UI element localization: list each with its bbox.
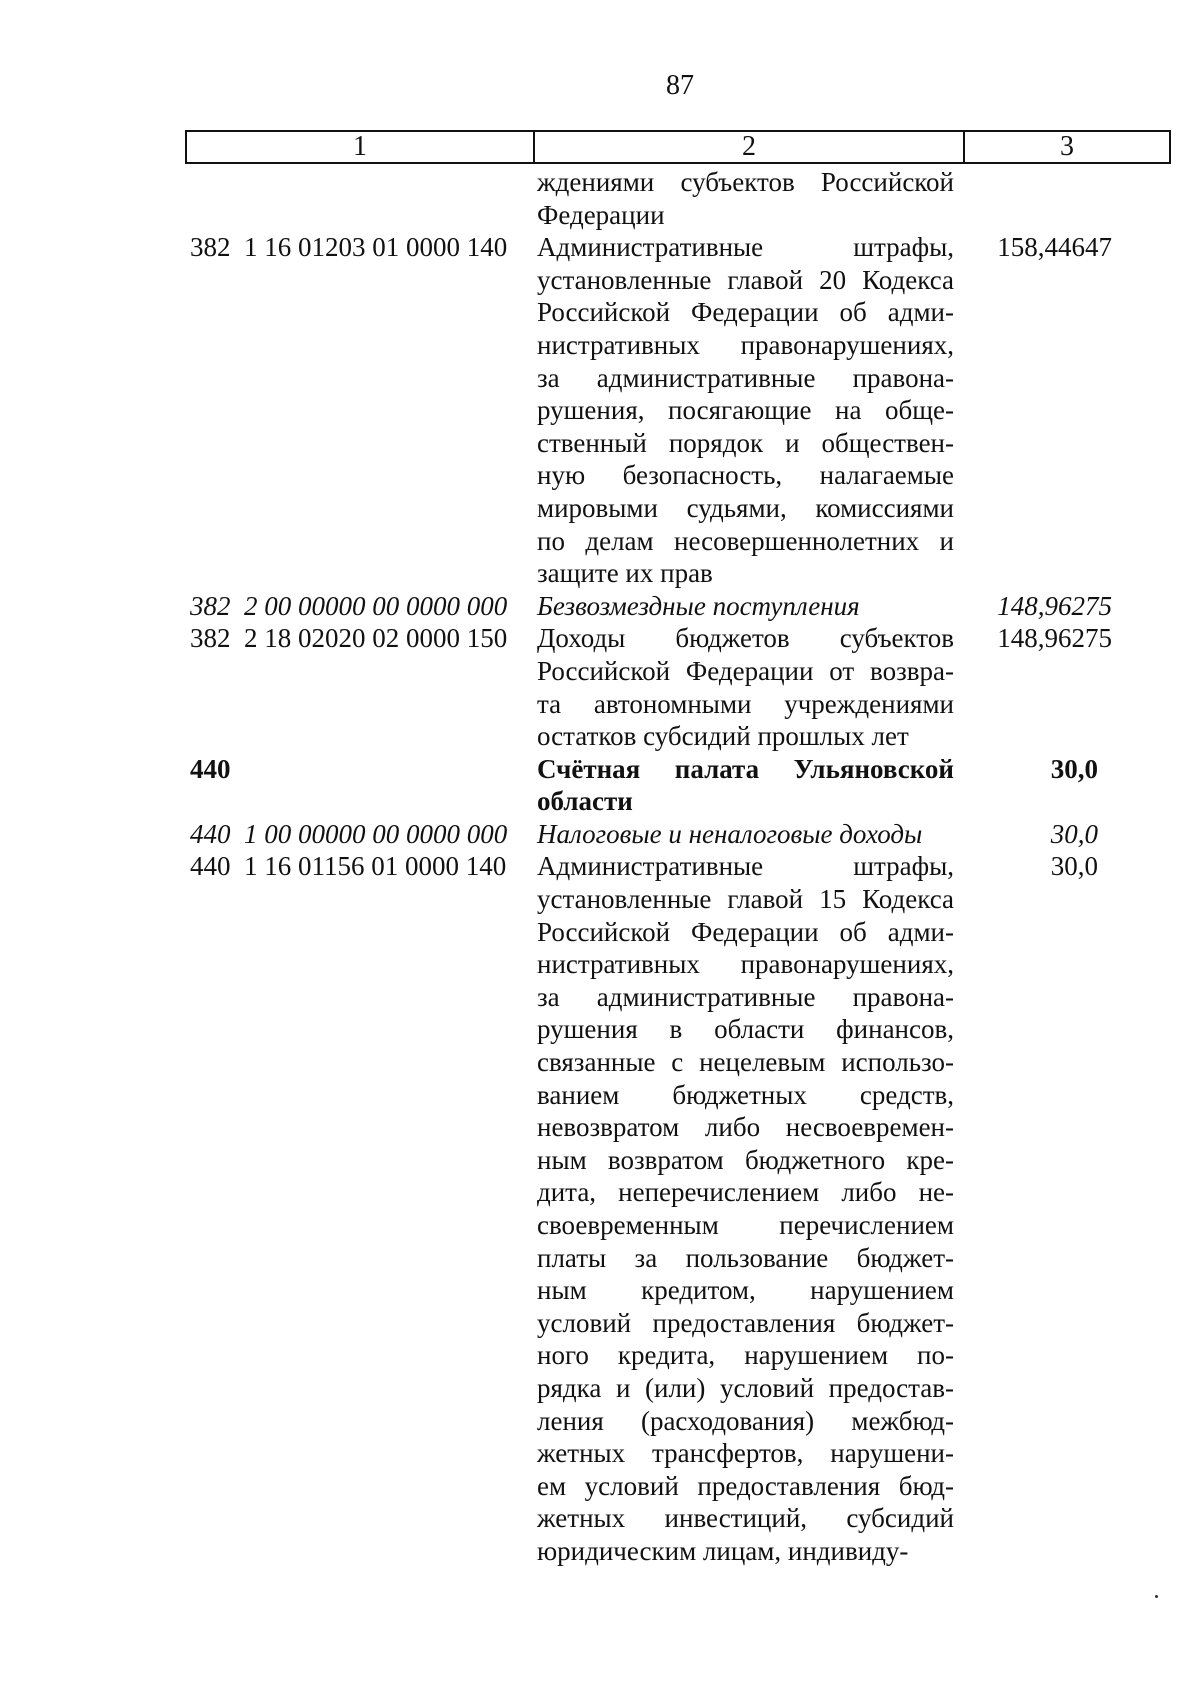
description-line: связанные с нецелевым использо- [537,1047,954,1078]
row-amount: 30,0 [1050,851,1098,882]
description-line: Российской Федерации об адми- [537,916,954,947]
row-code: 440 [190,753,231,784]
description-line: Административные штрафы, [537,851,954,882]
header-col-3: 3 [1060,131,1074,162]
page-number: 87 [666,70,694,101]
description-line: нистративных правонарушениях, [537,329,954,360]
description-line: Счётная палата Ульяновской [537,753,954,784]
table-header [185,130,1171,164]
description-line: рушения в области финансов, [537,1014,954,1045]
scan-speck [1155,1595,1158,1598]
description-line: условий предоставления бюджет- [537,1307,954,1338]
description-line: по делам несовершеннолетних и [537,525,954,556]
table-row [190,231,1170,590]
description-line: юридическим лицам, индивиду- [537,1535,909,1566]
header-col-2: 2 [535,132,965,162]
description-line: ную безопасность, налагаемые [537,460,954,491]
description-line: ным кредитом, нарушением [537,1275,954,1306]
row-amount: 30,0 [1050,818,1098,849]
row-amount: 158,44647 [997,232,1112,263]
row-code: 440 1 16 01156 01 0000 140 [190,851,507,882]
row-code: 382 2 00 00000 00 0000 000 [190,590,508,621]
description-line: Доходы бюджетов субъектов [537,623,954,654]
description-line: установленные главой 20 Кодекса [537,264,954,295]
description-line: области [537,786,633,817]
description-line: платы за пользование бюджет- [537,1242,954,1273]
table-row [190,590,1170,623]
row-description [537,590,954,623]
description-line: рядка и (или) условий предостав- [537,1372,954,1403]
row-code: 382 2 18 02020 02 0000 150 [190,623,508,654]
description-line: невозвратом либо несвоевремен- [537,1112,954,1143]
description-line: ного кредита, нарушением по- [537,1340,954,1371]
description-line: нистративных правонарушениях, [537,949,954,980]
description-line: своевременным перечислением [537,1210,954,1240]
description-line: Налоговые и неналоговые доходы [537,818,923,849]
row-description [537,622,954,752]
description-line: за административные правона- [537,362,954,393]
row-amount: 148,96275 [997,623,1112,654]
description-line: дита, неперечислением либо не- [537,1177,954,1208]
description-line: за административные правона- [537,981,954,1012]
row-amount: 30,0 [1050,753,1098,784]
description-line: установленные главой 15 Кодекса [537,884,954,915]
table-row [190,753,1170,818]
description-line: защите их прав [537,558,713,589]
description-line: жетных инвестиций, субсидий [537,1503,954,1534]
table-row [190,818,1170,851]
description-line: та автономными учреждениями [537,688,954,719]
description-line: остатков субсидий прошлых лет [537,721,909,752]
description-line: ванием бюджетных средств, [537,1079,954,1110]
row-code: 382 1 16 01203 01 0000 140 [190,232,508,263]
description-line: ственный порядок и обществен- [537,427,954,458]
table-row [190,850,1170,1567]
row-description [537,231,954,590]
row-code: 440 1 00 00000 00 0000 000 [190,818,508,849]
description-line: ем условий предоставления бюд- [537,1470,954,1501]
description-line: рушения, посягающие на обще- [537,395,954,426]
row-code [190,166,537,231]
header-col-1: 1 [187,132,535,162]
description-line: Федерации [537,199,665,230]
description-line: мировыми судьями, комиссиями [537,492,954,523]
table-body [190,166,1170,1568]
row-description [537,818,954,851]
row-amount [954,166,1170,231]
row-description [537,753,954,818]
description-line: Административные штрафы, [537,232,954,263]
description-line: ления (расходования) межбюд- [537,1405,954,1436]
description-line: жетных трансфертов, нарушени- [537,1438,954,1469]
description-line: Безвозмездные поступления [537,590,860,621]
table-row [190,622,1170,752]
description-line: ждениями субъектов Российской [537,167,954,197]
description-line: Российской Федерации об адми- [537,297,954,328]
description-line: ным возвратом бюджетного кре- [537,1144,954,1175]
table-row [190,166,1170,231]
row-description [537,850,954,1567]
description-line: Российской Федерации от возвра- [537,655,954,686]
row-description [537,166,954,231]
row-amount: 148,96275 [997,590,1112,621]
